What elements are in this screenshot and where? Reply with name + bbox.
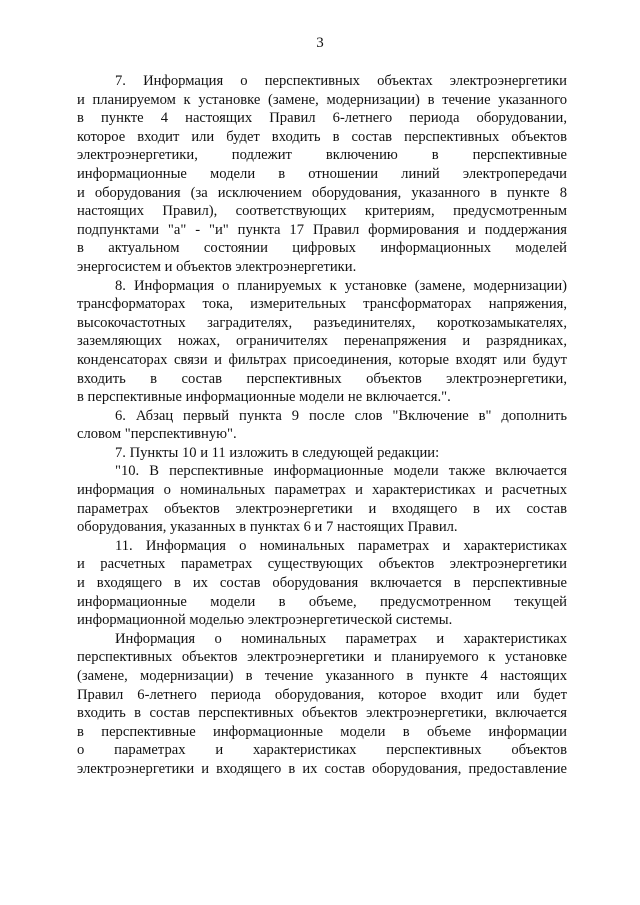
text-line: о параметрах и характеристиках перспективных объектов xyxy=(77,742,567,759)
text-line: 8. Информация о планируемых к установке (замене, модернизации) xyxy=(115,277,567,294)
text-line: настоящих Правил), соответствующих критериям, предусмотренным xyxy=(77,203,567,220)
page-number: 3 xyxy=(316,35,324,51)
text-line: (замене, модернизации) в течение указанного в пункте 4 настоящих xyxy=(77,668,567,684)
text-line: которое входит или будет входить в состав перспективных объектов xyxy=(77,128,567,145)
text-line: словом "перспективную". xyxy=(77,426,237,443)
paragraph-new-item-10 xyxy=(77,462,567,536)
document-body xyxy=(77,72,567,779)
text-line: параметрах объектов электроэнергетики и входящего в их состав xyxy=(77,500,567,517)
text-line: трансформаторах тока, измерительных трансформаторах напряжения, xyxy=(77,296,567,313)
text-line: оборудования, указанных в пунктах 6 и 7 настоящих Правил. xyxy=(77,519,458,536)
paragraph-new-item-11 xyxy=(77,537,567,630)
text-line: перспективных объектов электроэнергетики и планируемого к установке xyxy=(77,649,567,666)
text-line: в перспективные информационные модели не включается.". xyxy=(77,389,451,406)
text-line: высокочастотных заградителях, разъединителях, короткозамыкателях, xyxy=(77,314,567,331)
text-line: информационные модели в отношении линий электропередачи xyxy=(77,165,567,182)
text-line: энергосистем и объектов электроэнергетики. xyxy=(77,258,357,275)
text-line: в перспективные информационные модели в объеме информации xyxy=(77,723,567,740)
paragraph-amendment-7 xyxy=(77,444,567,463)
text-line: 7. Информация о перспективных объектах электроэнергетики xyxy=(115,73,567,89)
paragraph-item-7 xyxy=(77,72,567,277)
text-line: Правил 6-летнего периода оборудования, которое входит или будет xyxy=(77,686,567,703)
text-line: и планируемом к установке (замене, модернизации) в течение указанного xyxy=(77,91,567,108)
text-line: подпунктами "а" - "и" пункта 17 Правил формирования и поддержания xyxy=(77,221,567,238)
text-line: и оборудования (за исключением оборудования, указанного в пункте 8 xyxy=(77,184,567,201)
text-line: "10. В перспективные информационные модели также включается xyxy=(115,463,567,480)
text-line: электроэнергетики и входящего в их состав оборудования, предоставление xyxy=(77,760,567,777)
text-line: заземляющих ножах, ограничителях перенапряжения и разрядниках, xyxy=(77,333,567,350)
text-line: в пункте 4 настоящих Правил 6-летнего периода оборудовании, xyxy=(77,110,567,127)
text-line: 7. Пункты 10 и 11 изложить в следующей редакции: xyxy=(115,444,440,461)
paragraph-amendment-6 xyxy=(77,407,567,444)
text-line: конденсаторах связи и фильтрах присоединения, которые входят или будут xyxy=(77,351,567,368)
text-line: 11. Информация о номинальных параметрах и характеристиках xyxy=(115,537,567,554)
text-line: информация о номинальных параметрах и характеристиках и расчетных xyxy=(77,482,567,499)
text-line: входить в состав перспективных объектов электроэнергетики, xyxy=(77,370,567,387)
paragraph-item-8 xyxy=(77,277,567,407)
text-line: информационные модели в объеме, предусмотренном текущей xyxy=(77,593,567,610)
text-line: электроэнергетики, подлежит включению в перспективные xyxy=(77,147,567,164)
text-line: и расчетных параметрах существующих объектов электроэнергетики xyxy=(77,556,567,573)
paragraph-new-item-11-para-2 xyxy=(77,630,567,779)
text-line: в актуальном состоянии цифровых информационных моделей xyxy=(77,240,567,257)
text-line: информационной моделью электроэнергетической системы. xyxy=(77,612,453,629)
text-line: 6. Абзац первый пункта 9 после слов "Включение в" дополнить xyxy=(115,407,567,424)
text-line: Информация о номинальных параметрах и характеристиках xyxy=(115,630,567,647)
text-line: и входящего в их состав оборудования включается в перспективные xyxy=(77,575,567,592)
text-line: входить в состав перспективных объектов электроэнергетики, включается xyxy=(77,705,567,722)
